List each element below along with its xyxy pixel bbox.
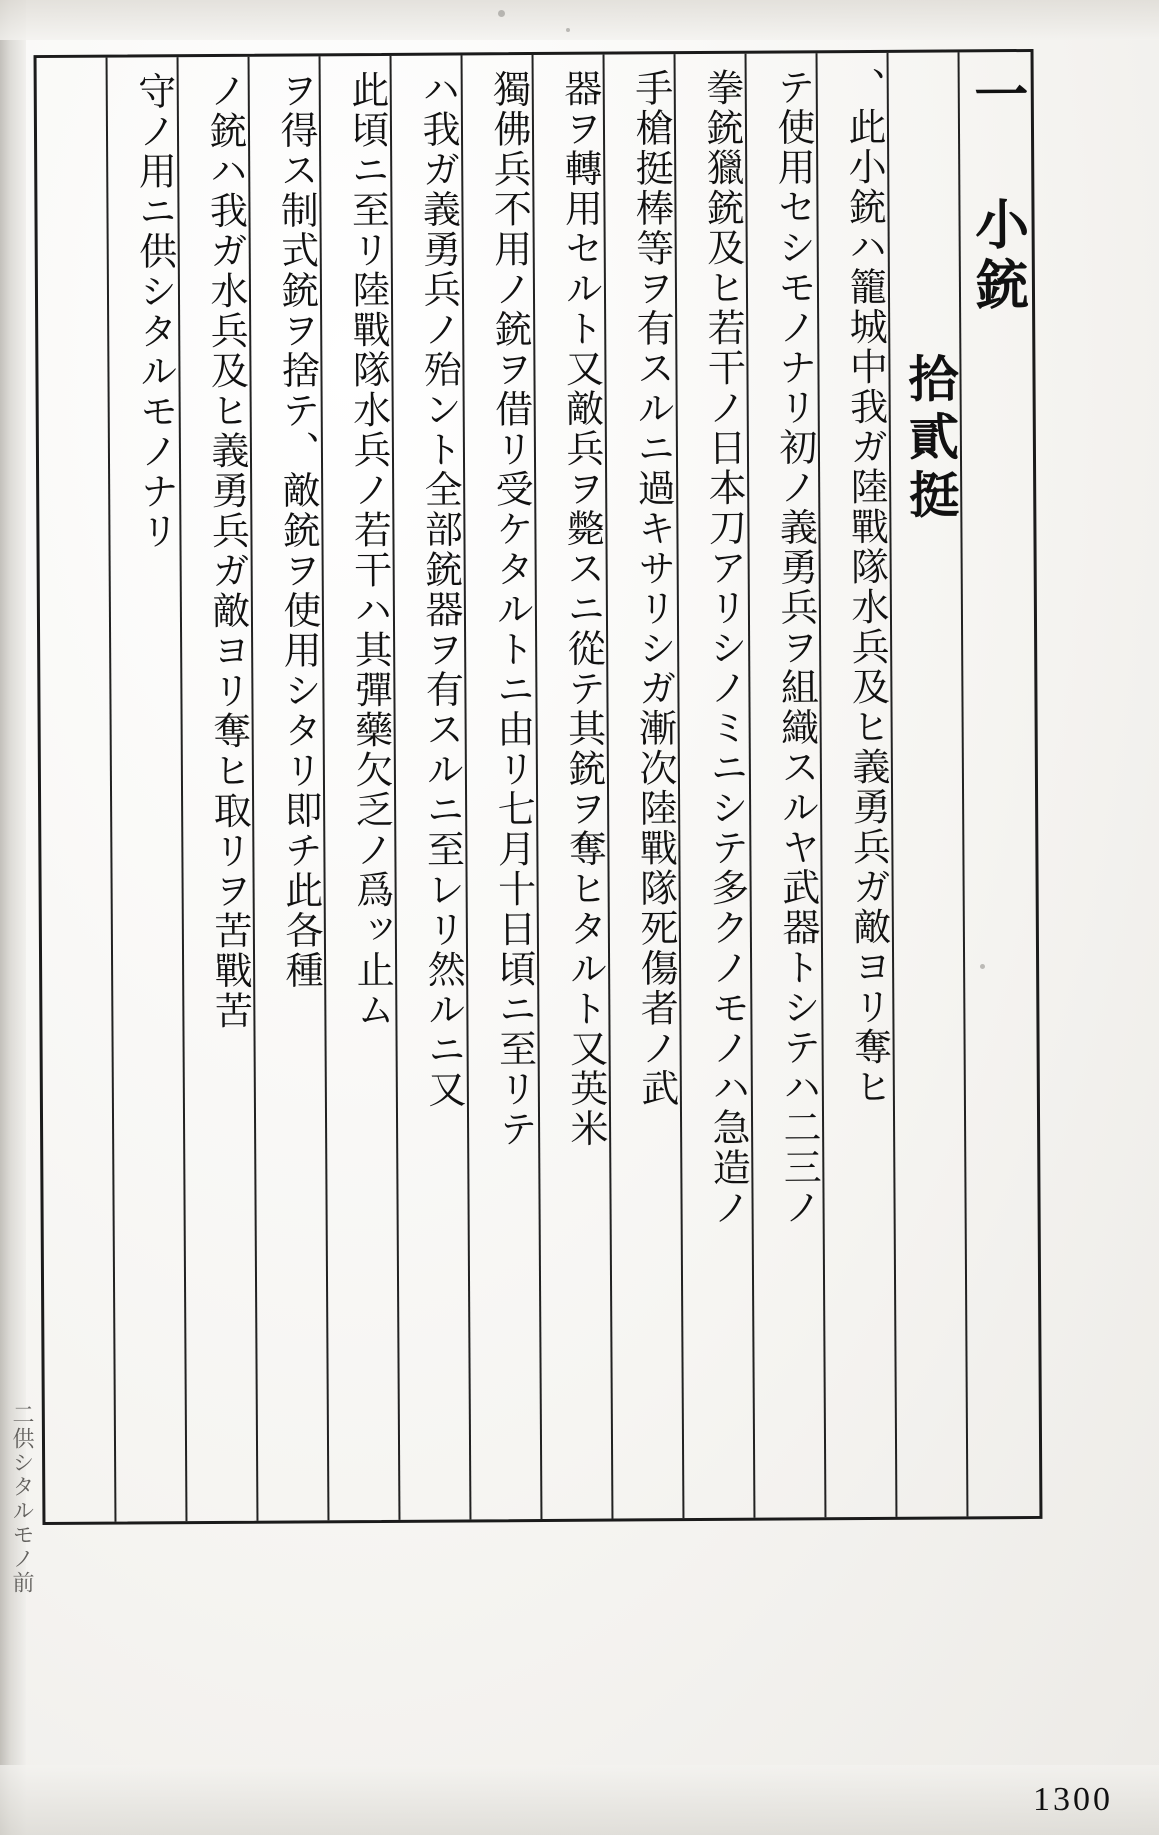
vertical-text-columns — [37, 52, 1040, 1522]
text-column-06: 手槍挺棒等ヲ有スルニ過キサリシガ漸次陸戰隊死傷者ノ武 — [628, 68, 679, 1109]
text-column-08: 獨佛兵不用ノ銃ヲ借リ受ケタルトニ由リ七月十日頃ニ至リテ — [486, 69, 538, 1150]
text-column-13: 守ノ用ニ供シタルモノナリ — [131, 71, 179, 552]
text-column-05: 拳銃獵銃及ヒ若干ノ日本刀アリシノミニシテ多クノモノハ急造ノ — [699, 67, 751, 1228]
text-column-11: ヲ得ス制式銃ヲ捨テ、敵銃ヲ使用シタリ即チ此各種 — [273, 70, 324, 991]
text-column-04: テ使用セシモノナリ初ノ義勇兵ヲ組織スルヤ武器トシテハ二三ノ — [770, 67, 822, 1228]
text-column-03: 、此小銃ハ籠城中我ガ陸戰隊水兵及ヒ義勇兵ガ敵ヨリ奪ヒ — [841, 66, 892, 1108]
page-number: 1300 — [1033, 1781, 1113, 1818]
text-column-07: 器ヲ轉用セルト又敵兵ヲ斃スニ從テ其銃ヲ奪ヒタルト又英米 — [557, 68, 609, 1149]
scan-edge-bottom — [0, 1765, 1159, 1835]
scan-speck — [498, 10, 505, 17]
text-block-frame — [34, 49, 1043, 1525]
scan-edge-top — [0, 0, 1159, 40]
text-column-09: ハ我ガ義勇兵ノ殆ント全部銃器ヲ有スルニ至レリ然ルニ又 — [415, 69, 466, 1110]
text-column-10: 此頃ニ至リ陸戰隊水兵ノ若干ハ其彈藥欠乏ノ爲ッ止ム — [344, 69, 395, 1031]
text-column-12: ノ銃ハ我ガ水兵及ヒ義勇兵ガ敵ヨリ奪ヒ取リヲ苦戰苦 — [202, 70, 253, 1032]
margin-note: 二供シタルモノ前 — [9, 1403, 34, 1595]
text-column-01: 一 小銃 — [965, 65, 1032, 317]
text-column-02: 拾貳挺 — [900, 352, 961, 527]
scan-speck — [566, 28, 570, 32]
text-column-14 — [37, 58, 117, 1522]
